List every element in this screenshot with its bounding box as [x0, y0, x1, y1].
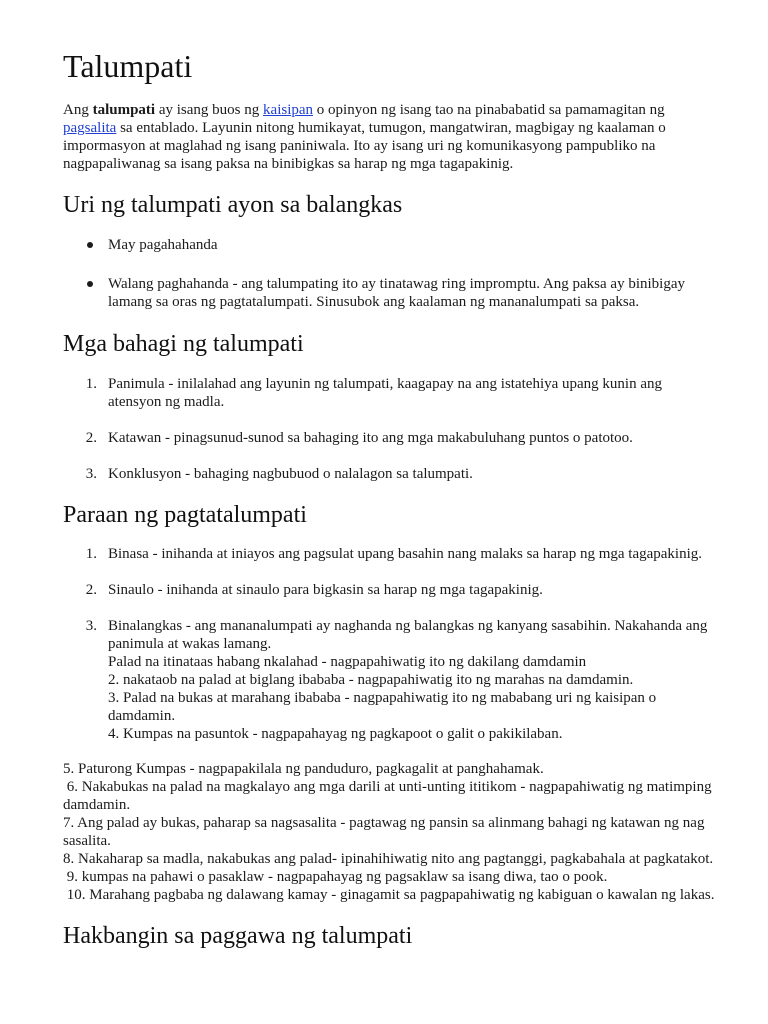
list-item-line: 3. Palad na bukas at marahang ibababa - nagpapahiwatig ito ng mababang uri ng kaisipan o: [108, 690, 657, 706]
gesture-note-line: 10. Marahang pagbaba ng dalawang kamay - ginagamit sa pagpapahiwatig ng kabiguan o kawalan ng lakas.: [63, 887, 715, 903]
intro-text: Ang: [63, 102, 93, 118]
intro-line: nagpapaliwanag sa isang paksa na binibigkas sa harap ng mga tagapakinig.: [63, 156, 514, 172]
list-item-line: atensyon ng madla.: [108, 394, 225, 410]
list-item-line: Palad na itinataas habang nkalahad - nagpapahiwatig ito ng dakilang damdamin: [108, 654, 587, 670]
list-item-line: Panimula - inilalahad ang layunin ng talumpati, kaagapay na ang istatehiya upang kunin ang: [108, 376, 663, 392]
gesture-notes: [63, 760, 768, 904]
list-item-line: panimula at wakas lamang.: [108, 636, 272, 652]
list-item: [63, 545, 768, 563]
link-kaisipan[interactable]: kaisipan: [263, 102, 314, 118]
list-item-line: Katawan - pinagsunud-sunod sa bahaging ito ang mga makabuluhang puntos o patotoo.: [108, 430, 633, 446]
list-item-line: May pagahahanda: [108, 237, 218, 253]
list-item: [63, 581, 768, 599]
list-item-line: 2. nakataob na palad at biglang ibababa - nagpapahiwatig ito ng marahas na damdamin.: [108, 672, 634, 688]
list-number: 1.: [85, 546, 97, 562]
list-item-line: Walang paghahanda - ang talumpating ito ay tinatawag ring impromptu. Ang paksa ay binibigay: [108, 276, 685, 292]
intro-paragraph: [63, 101, 768, 173]
gesture-note-line: damdamin.: [63, 797, 131, 813]
gesture-note-line: 8. Nakaharap sa madla, nakabukas ang palad- ipinahihiwatig nito ang pagtanggi, pagkabahala at pagkatakot.: [63, 851, 714, 867]
list-number: 1.: [85, 376, 97, 392]
intro-line: [63, 119, 768, 137]
link-pagsalita[interactable]: pagsalita: [63, 120, 117, 136]
list-item: [63, 275, 768, 311]
bullet-icon: [87, 281, 93, 287]
bullet-icon: [87, 242, 93, 248]
numbered-list: [63, 375, 768, 483]
intro-line: impormasyon at maglahad ng isang paniniwala. Ito ay isang uri ng komunikasyong pampubliko na: [63, 138, 656, 154]
list-item-line: 4. Kumpas na pasuntok - nagpapahayag ng pagkapoot o galit o pakikilaban.: [108, 726, 563, 742]
list-item: [63, 236, 768, 254]
section-heading-hakbangin: Hakbangin sa paggawa ng talumpati: [63, 923, 413, 949]
numbered-list: [63, 545, 768, 743]
list-item-line: Sinaulo - inihanda at sinaulo para bigkasin sa harap ng mga tagapakinig.: [108, 582, 543, 598]
page-title: Talumpati: [63, 48, 193, 84]
gesture-note-line: 5. Paturong Kumpas - nagpapakilala ng panduduro, pagkagalit at panghahamak.: [63, 761, 544, 777]
intro-text: sa entablado. Layunin nitong humikayat, tumugon, mangatwiran, magbigay ng kaalaman o: [116, 120, 666, 136]
intro-term-bold: talumpati: [92, 102, 156, 118]
list-number: 2.: [85, 582, 97, 598]
gesture-note-line: 6. Nakabukas na palad na magkalayo ang mga darili at unti-unting ititikom - nagpapahiwatig ng matimping: [63, 779, 712, 795]
list-item-line: Binasa - inihanda at iniayos ang pagsulat upang basahin nang malaks sa harap ng mga tagapakinig.: [108, 546, 703, 562]
section-heading-paraan: Paraan ng pagtatalumpati: [63, 502, 307, 528]
list-item-line: lamang sa oras ng pagtatalumpati. Sinusubok ang kaalaman ng mananalumpati sa paksa.: [108, 294, 640, 310]
list-item-line: Binalangkas - ang mananalumpati ay naghanda ng balangkas ng kanyang sasabihin. Nakahanda ang: [108, 618, 708, 634]
list-item: [63, 617, 768, 743]
list-item: [63, 429, 768, 447]
bullet-list: [63, 236, 768, 311]
gesture-note-line: 7. Ang palad ay bukas, paharap sa nagsasalita - pagtawag ng pansin sa alinmang bahagi ng katawan ng nag: [63, 815, 705, 831]
section-heading-mga-bahagi: Mga bahagi ng talumpati: [63, 331, 304, 357]
list-item-line: Konklusyon - bahaging nagbubuod o nalalagon sa talumpati.: [108, 466, 473, 482]
list-item: [63, 465, 768, 483]
list-item-line: damdamin.: [108, 708, 176, 724]
intro-text: ay isang buos ng: [155, 102, 264, 118]
gesture-note-line: 9. kumpas na pahawi o pasaklaw - nagpapahayag ng pagsaklaw sa isang diwa, tao o pook.: [63, 869, 608, 885]
section-heading-uri-ng-talumpati: Uri ng talumpati ayon sa balangkas: [63, 192, 403, 218]
intro-line: [63, 101, 768, 119]
gesture-note-line: sasalita.: [63, 833, 111, 849]
intro-text: o opinyon ng isang tao na pinababatid sa pamamagitan ng: [313, 102, 665, 118]
list-number: 3.: [85, 466, 97, 482]
list-number: 3.: [85, 618, 97, 634]
list-item: [63, 375, 768, 411]
list-number: 2.: [85, 430, 97, 446]
